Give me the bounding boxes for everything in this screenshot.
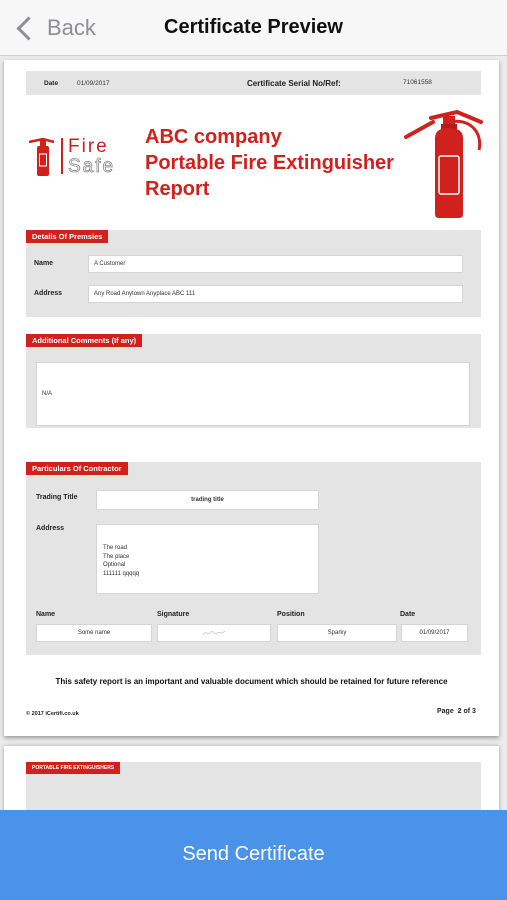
signature-label: Signature [157, 611, 190, 618]
logo-word-safe: Safe [68, 156, 116, 177]
comments-heading: Additional Comments (If any) [26, 334, 142, 347]
firesafe-logo [26, 136, 141, 180]
contractor-address-label: Address [36, 525, 65, 532]
address-line: Optional [103, 562, 126, 568]
premises-address-field[interactable]: Any Road Anytown Anyplace ABC 111 [88, 285, 463, 303]
premises-heading: Details Of Premsies [26, 230, 108, 243]
position-field[interactable]: Sparky [277, 624, 397, 642]
header-strip [26, 71, 481, 95]
contractor-date-field[interactable]: 01/09/2017 [401, 624, 468, 642]
serial-label: Certificate Serial No/Ref: [247, 79, 341, 88]
report-title-line-3: Report [145, 178, 210, 200]
logo-divider [61, 138, 63, 174]
send-certificate-button[interactable] [0, 810, 507, 900]
logo-word-fire: Fire [68, 136, 109, 157]
page-number-value: 2 of 3 [457, 708, 476, 715]
signature-scribble-icon [201, 628, 227, 638]
contractor-name-label: Name [36, 611, 56, 618]
report-title-line-1: ABC company [145, 126, 282, 148]
date-value: 01/09/2017 [77, 80, 110, 87]
report-title-line-2: Portable Fire Extinguisher [145, 152, 394, 174]
address-line: The road [103, 545, 128, 551]
page-number [437, 708, 476, 715]
contractor-address-field[interactable] [96, 524, 319, 594]
premises-address-label: Address [34, 290, 63, 297]
navigation-bar [0, 0, 507, 56]
send-certificate-label: Send Certificate [182, 842, 325, 865]
address-line: The place [103, 553, 130, 560]
serial-value: 71061558 [403, 79, 432, 86]
date-label: Date [44, 80, 59, 87]
contractor-name-field[interactable]: Some name [36, 624, 152, 642]
back-label: Back [47, 15, 96, 40]
address-line: 111111 qqqqq [103, 570, 140, 577]
page-title: Certificate Preview [164, 16, 343, 38]
contractor-heading: Particulars Of Contractor [26, 462, 128, 475]
premises-name-field[interactable]: A Customer [88, 255, 463, 273]
page-number-label: Page [437, 708, 454, 715]
extinguishers-heading: PORTABLE FIRE EXTINGUISHERS [26, 762, 120, 774]
premises-name-label: Name [34, 260, 54, 267]
trading-title-field[interactable]: trading title [96, 490, 319, 510]
fire-extinguisher-icon [403, 110, 485, 222]
retention-notice: This safety report is an important and valuable document which should be retained for future reference [55, 677, 448, 686]
comments-field[interactable]: N/A [36, 362, 470, 426]
contractor-date-label: Date [400, 611, 416, 618]
position-label: Position [277, 611, 305, 618]
certificate-page-next[interactable] [4, 746, 499, 816]
premises-section [26, 230, 481, 317]
trading-title-label: Trading Title [36, 494, 78, 501]
certificate-page[interactable] [4, 60, 499, 736]
copyright-text: © 2017 iCertifi.co.uk [26, 711, 79, 717]
logo-extinguisher-icon [26, 136, 64, 180]
signature-field[interactable] [157, 624, 271, 642]
